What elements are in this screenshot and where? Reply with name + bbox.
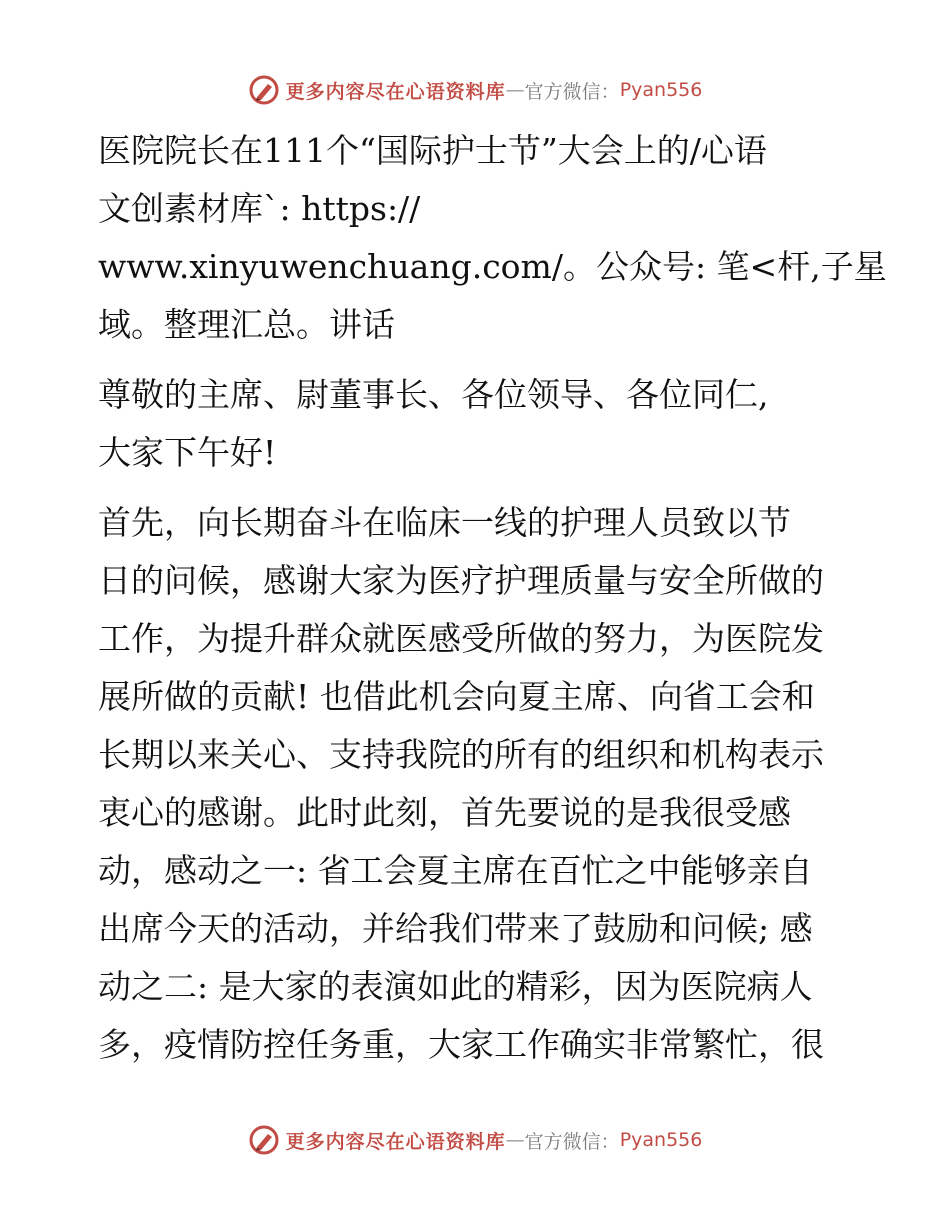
banner-dash: —	[505, 79, 525, 101]
banner-text: 更多内容尽在心语资料库	[285, 1130, 506, 1153]
title-line: 域。整理汇总。讲话	[98, 305, 395, 344]
greeting-line: 尊敬的主席、尉董事长、各位领导、各位同仁,	[98, 375, 769, 414]
banner-text: 更多内容尽在心语资料库	[285, 80, 506, 103]
body-line: 动之二: 是大家的表演如此的精彩，因为医院病人	[98, 967, 813, 1006]
body-line: 衷心的感谢。此时此刻，首先要说的是我很受感	[98, 793, 791, 832]
title-line: 文创素材库`: https://	[98, 189, 421, 228]
body-line: 首先，向长期奋斗在临床一线的护理人员致以节	[98, 503, 791, 542]
pen-circle-logo-icon	[248, 1124, 280, 1156]
body-line: 长期以来关心、支持我院的所有的组织和机构表示	[98, 735, 824, 774]
document-title	[98, 122, 887, 354]
header-banner	[0, 70, 950, 110]
body-line: 工作，为提升群众就医感受所做的努力，为医院发	[98, 619, 824, 658]
title-line: 医院院长在111个“国际护士节”大会上的/心语	[98, 131, 767, 170]
body-line: 展所做的贡献! 也借此机会向夏主席、向省工会和	[98, 677, 815, 716]
body-line: 动，感动之一: 省工会夏主席在百忙之中能够亲自	[98, 851, 813, 890]
greeting-paragraph	[98, 366, 858, 482]
banner-official-label: 官方微信：	[524, 1130, 620, 1153]
banner-dash: —	[505, 1129, 525, 1151]
banner-wechat-id: Pyan556	[619, 1129, 703, 1151]
body-line: 日的问候，感谢大家为医疗护理质量与安全所做的	[98, 561, 824, 600]
body-paragraph	[98, 494, 858, 1074]
body-line: 多，疫情防控任务重，大家工作确实非常繁忙，很	[98, 1025, 824, 1064]
footer-banner	[0, 1120, 950, 1160]
body-line: 出席今天的活动，并给我们带来了鼓励和问候; 感	[98, 909, 813, 948]
greeting-line: 大家下午好!	[98, 433, 277, 472]
document-body	[98, 122, 887, 1086]
pen-circle-logo-icon	[248, 74, 280, 106]
banner-wechat-id: Pyan556	[619, 79, 703, 101]
banner-official-label: 官方微信：	[524, 80, 620, 103]
title-line: www.xinyuwenchuang.com/。公众号: 笔<杆,子星	[98, 247, 887, 286]
